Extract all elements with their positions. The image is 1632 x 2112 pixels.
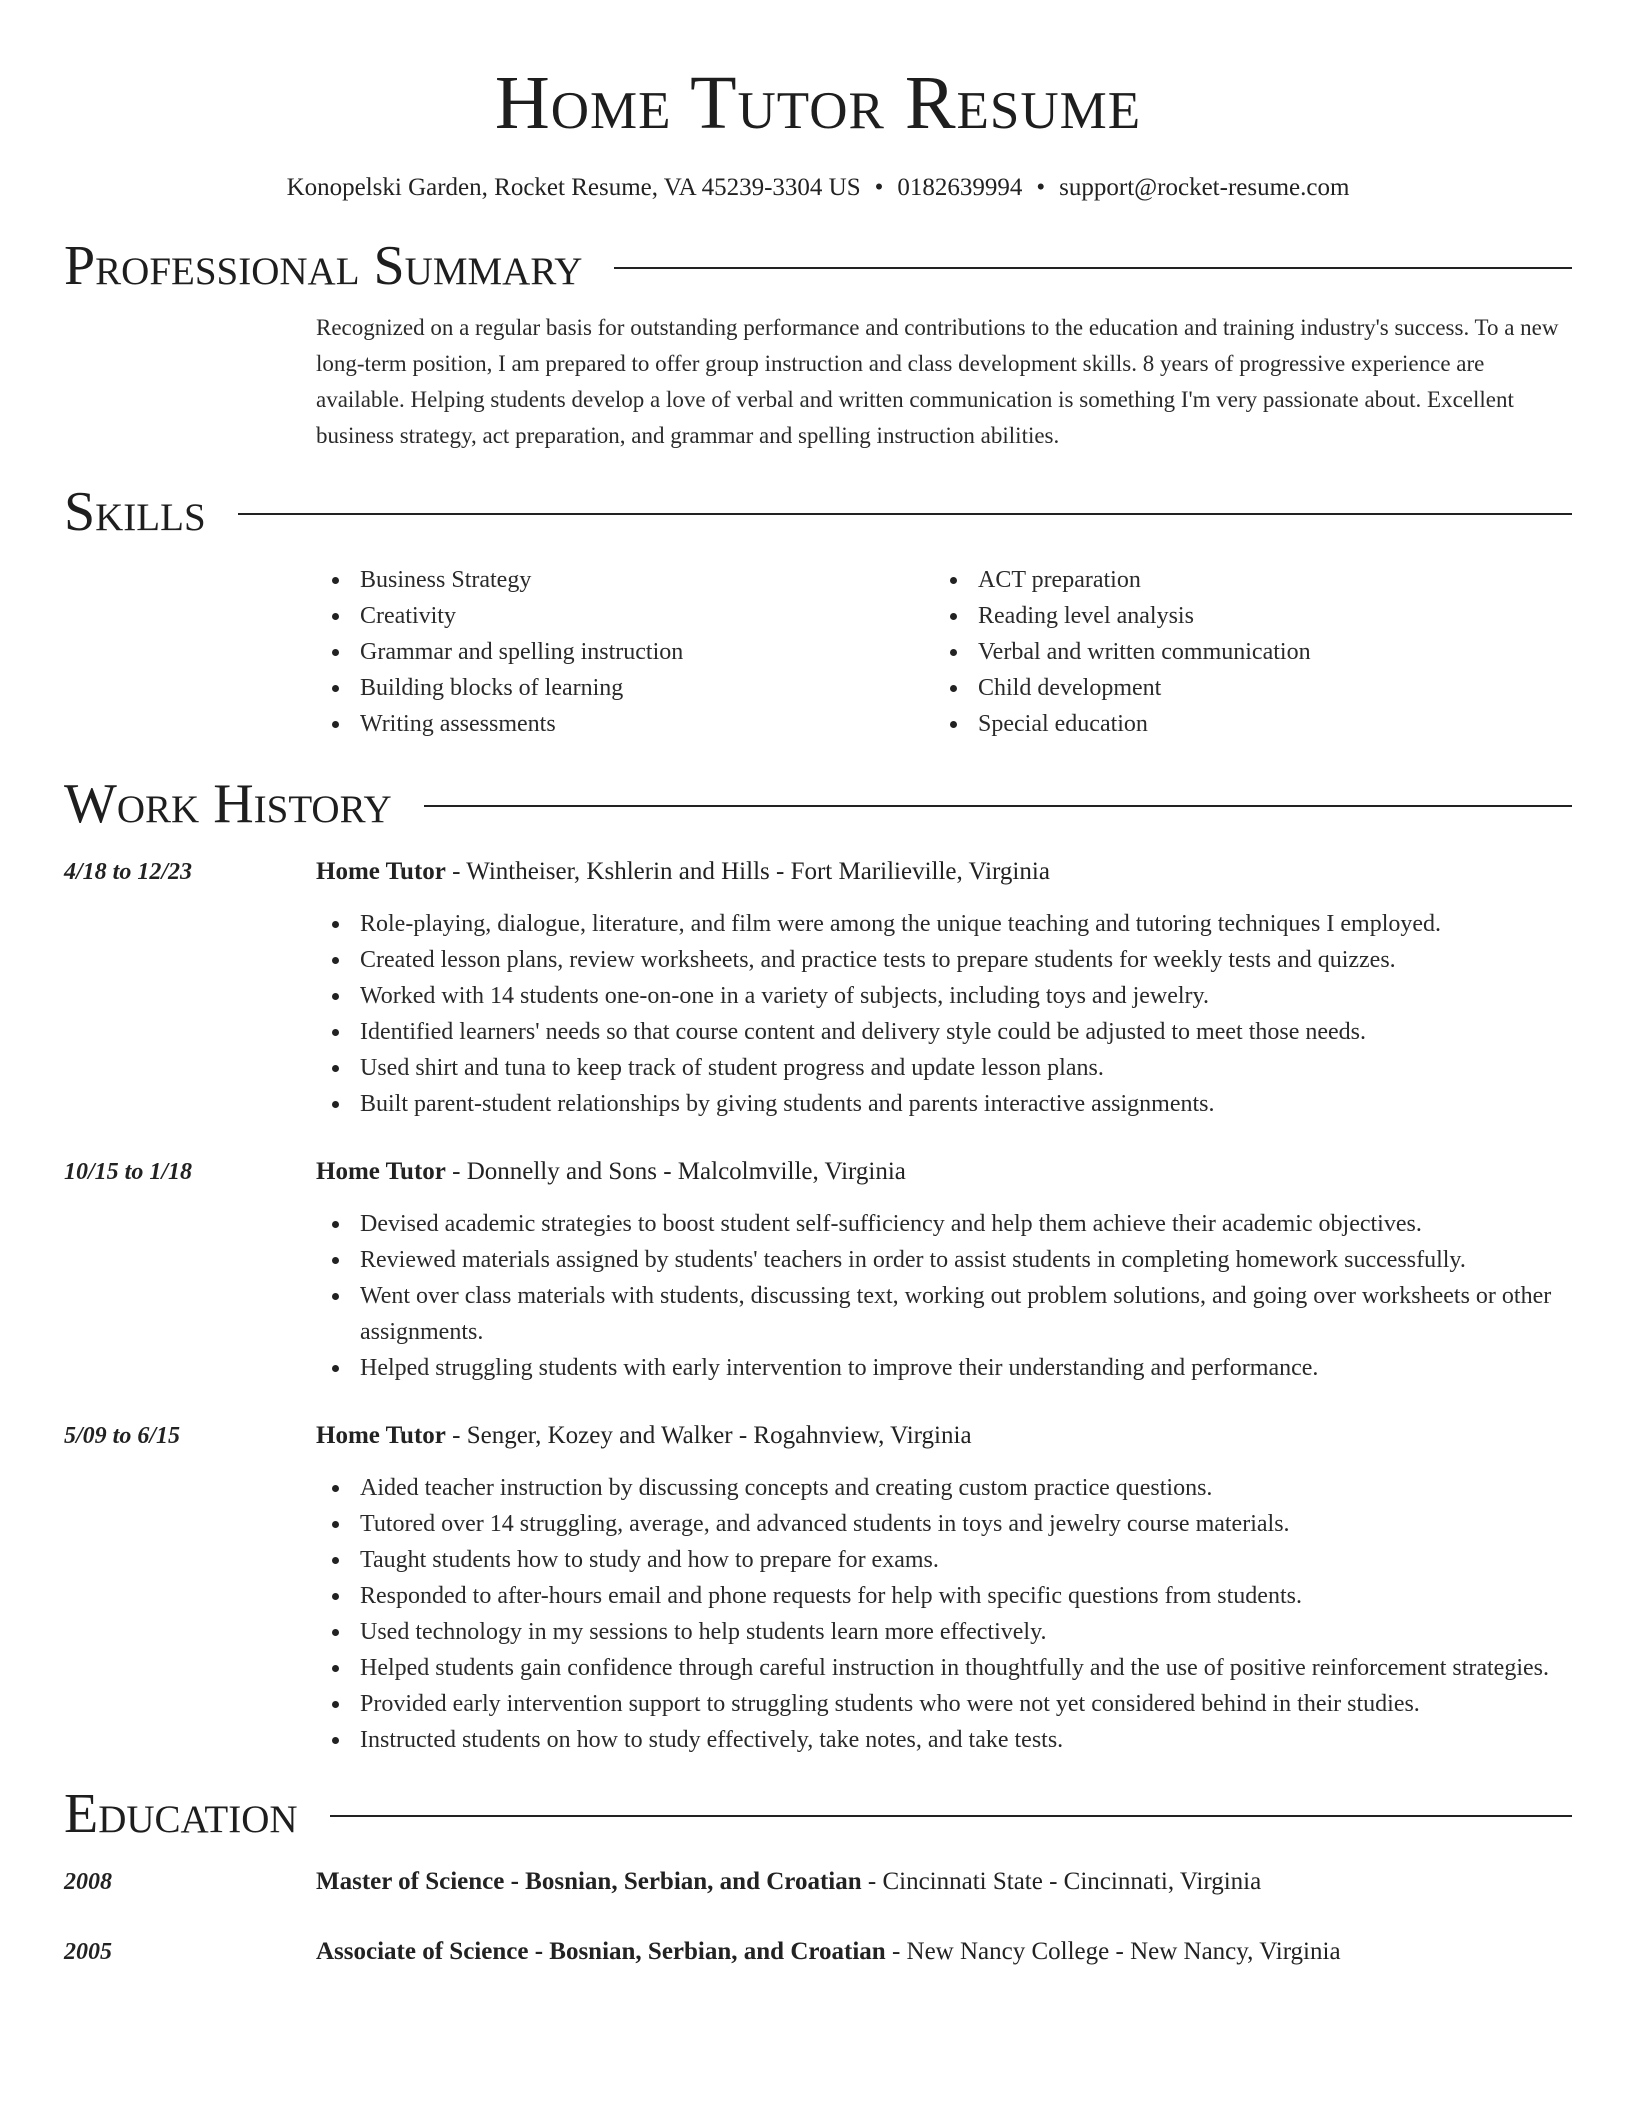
contact-email: support@rocket-resume.com (1059, 174, 1350, 201)
resume-page (64, 0, 1572, 1970)
job-employer: - Donnelly and Sons - Malcolmville, Virginia (445, 1158, 906, 1185)
section-divider (614, 267, 1572, 269)
education-school: - New Nancy College - New Nancy, Virginia (885, 1938, 1341, 1965)
job-duty-item: Used shirt and tuna to keep track of student progress and update lesson plans. (316, 1050, 1572, 1086)
job-title-line (316, 1154, 906, 1190)
skill-item: Writing assessments (316, 706, 934, 742)
job-dates: 4/18 to 12/23 (64, 859, 193, 885)
job-header-row (64, 1418, 1572, 1454)
work-history-list (64, 854, 1572, 1758)
education-entry (64, 1864, 1572, 1900)
education-line (316, 1934, 1341, 1970)
job-dates: 10/15 to 1/18 (64, 1159, 193, 1185)
job-duties (316, 1206, 1572, 1386)
skill-item: Creativity (316, 598, 934, 634)
section-divider (238, 513, 1572, 515)
education-section-header (64, 1782, 1572, 1846)
job-duty-item: Helped struggling students with early intervention to improve their understanding and performance. (316, 1350, 1572, 1386)
job-duties (316, 906, 1572, 1122)
education-year: 2008 (64, 1869, 112, 1895)
job-duty-item: Provided early intervention support to struggling students who were not yet considered behind in their studies. (316, 1686, 1572, 1722)
contact-separator: • (1036, 174, 1046, 201)
job-duty-item: Devised academic strategies to boost student self-sufficiency and help them achieve their academic objectives. (316, 1206, 1572, 1242)
job-employer: - Wintheiser, Kshlerin and Hills - Fort Marilieville, Virginia (445, 858, 1050, 885)
education-year: 2005 (64, 1939, 112, 1965)
section-divider (424, 805, 1572, 807)
education-list (64, 1864, 1572, 1970)
job-title: Home Tutor (316, 858, 446, 885)
job-duty-item: Aided teacher instruction by discussing concepts and creating custom practice questions. (316, 1470, 1572, 1506)
contact-line (64, 172, 1572, 204)
job-duty-item: Helped students gain confidence through careful instruction in thoughtfully and the use of positive reinforcement strategies. (316, 1650, 1572, 1686)
skill-item: Grammar and spelling instruction (316, 634, 934, 670)
section-divider (330, 1815, 1572, 1817)
education-degree: Master of Science - Bosnian, Serbian, and Croatian (316, 1868, 862, 1895)
job-title-line (316, 1418, 972, 1454)
job-duty-item: Reviewed materials assigned by students' teachers in order to assist students in completing homework successfully. (316, 1242, 1572, 1278)
skills-list (316, 562, 1572, 742)
skill-item: Special education (934, 706, 1552, 742)
job-duties (316, 1470, 1572, 1758)
job-title: Home Tutor (316, 1158, 446, 1185)
skill-item: Verbal and written communication (934, 634, 1552, 670)
job-entry (64, 1154, 1572, 1386)
job-duty-item: Tutored over 14 struggling, average, and advanced students in toys and jewelry course materials. (316, 1506, 1572, 1542)
job-duty-item: Built parent-student relationships by giving students and parents interactive assignments. (316, 1086, 1572, 1122)
education-line (316, 1864, 1261, 1900)
skills-heading: Skills (64, 481, 206, 543)
education-entry (64, 1934, 1572, 1970)
job-title-line (316, 854, 1050, 890)
job-duty-item: Created lesson plans, review worksheets, and practice tests to prepare students for weekly tests and quizzes. (316, 942, 1572, 978)
education-heading: Education (64, 1783, 298, 1845)
job-title: Home Tutor (316, 1422, 446, 1449)
job-dates: 5/09 to 6/15 (64, 1423, 181, 1449)
skill-item: ACT preparation (934, 562, 1552, 598)
work-section-header (64, 772, 1572, 836)
page-title: Home Tutor Resume (494, 61, 1142, 145)
skills-column-right (934, 562, 1552, 742)
contact-phone: 0182639994 (897, 174, 1023, 201)
skills-section-header (64, 480, 1572, 544)
job-entry (64, 854, 1572, 1122)
skill-item: Business Strategy (316, 562, 934, 598)
job-duty-item: Worked with 14 students one-on-one in a variety of subjects, including toys and jewelry. (316, 978, 1572, 1014)
job-duty-item: Identified learners' needs so that course content and delivery style could be adjusted to meet those needs. (316, 1014, 1572, 1050)
summary-text: Recognized on a regular basis for outstanding performance and contributions to the education and training industry's success. To a new long-term position, I am prepared to offer group instruction and class development skills. 8 years of progressive experience are available. Helping students develop a love of verbal and written communication is something I'm very passionate about. Excellent business strategy, act preparation, and grammar and spelling instruction abilities. (316, 315, 1559, 448)
job-employer: - Senger, Kozey and Walker - Rogahnview, Virginia (445, 1422, 972, 1449)
job-duty-item: Instructed students on how to study effectively, take notes, and take tests. (316, 1722, 1572, 1758)
job-duty-item: Taught students how to study and how to prepare for exams. (316, 1542, 1572, 1578)
job-duty-item: Went over class materials with students, discussing text, working out problem solutions, and going over worksheets or other assignments. (316, 1278, 1572, 1350)
summary-section-header (64, 234, 1572, 298)
skills-column-left (316, 562, 934, 742)
job-entry (64, 1418, 1572, 1758)
contact-address: Konopelski Garden, Rocket Resume, VA 45239-3304 US (286, 174, 861, 201)
contact-separator: • (874, 174, 884, 201)
job-header-row (64, 1154, 1572, 1190)
education-degree: Associate of Science - Bosnian, Serbian, and Croatian (316, 1938, 886, 1965)
job-duty-item: Responded to after-hours email and phone requests for help with specific questions from students. (316, 1578, 1572, 1614)
summary-heading: Professional Summary (64, 235, 583, 297)
job-header-row (64, 854, 1572, 890)
skill-item: Building blocks of learning (316, 670, 934, 706)
education-school: - Cincinnati State - Cincinnati, Virginia (861, 1868, 1262, 1895)
job-duty-item: Role-playing, dialogue, literature, and film were among the unique teaching and tutoring techniques I employed. (316, 906, 1572, 942)
skill-item: Reading level analysis (934, 598, 1552, 634)
skill-item: Child development (934, 670, 1552, 706)
work-heading: Work History (64, 773, 392, 835)
job-duty-item: Used technology in my sessions to help students learn more effectively. (316, 1614, 1572, 1650)
